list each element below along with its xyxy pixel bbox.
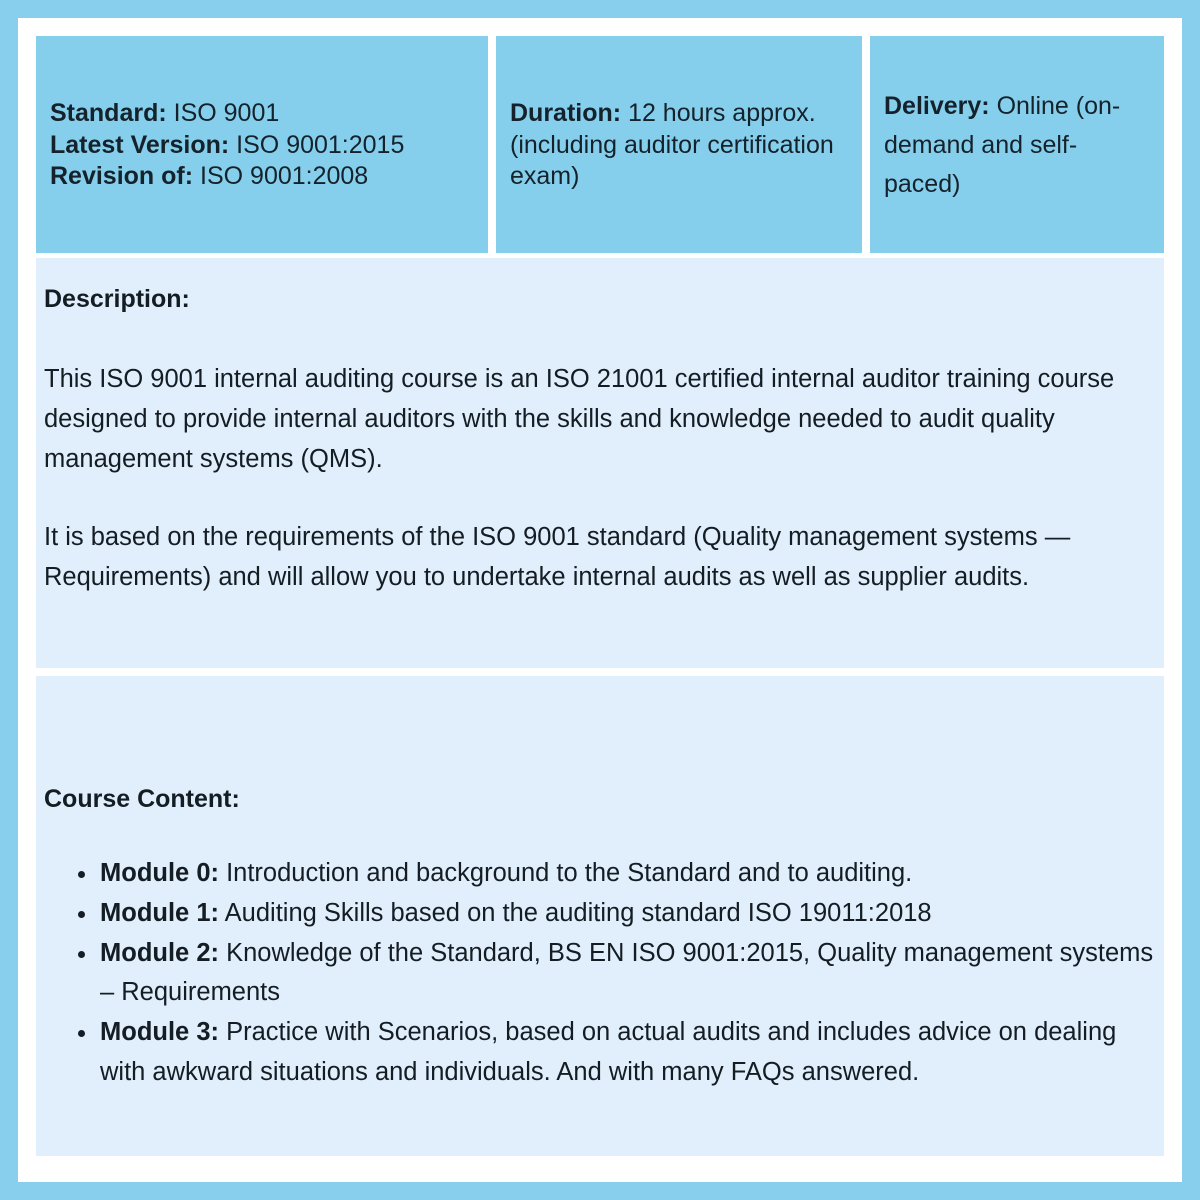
duration-label: Duration: [510,99,622,128]
delivery-label: Delivery: [884,92,990,120]
module-list [44,854,1156,1093]
list-item [44,1013,1156,1093]
latest-version-label: Latest Version: [50,130,230,159]
delivery-row [884,87,1150,204]
module-label: Module 2: [100,938,219,967]
list-item [44,854,1156,894]
duration-row [510,98,848,193]
bullet-icon [78,871,85,878]
course-content-heading: Course Content: [44,785,240,813]
standard-row [50,98,474,130]
module-text: Introduction and background to the Standard and to auditing. [219,859,913,887]
bullet-icon [78,911,85,918]
module-label: Module 3: [100,1018,219,1047]
duration-value: 12 hours approx. (including auditor certification exam) [510,99,834,191]
revision-of-value: ISO 9001:2008 [193,162,369,191]
delivery-value: Online (on-demand and self-paced) [884,92,1121,198]
description-paragraph-2: It is based on the requirements of the ISO 9001 standard (Quality management systems — Requirements) and will allow you to undertake internal audits as well as supplier audits. [44,523,1071,592]
standard-label: Standard: [50,99,167,128]
course-content-panel [36,676,1164,1156]
module-text: Auditing Skills based on the auditing standard ISO 19011:2018 [219,898,932,927]
description-panel [36,258,1164,668]
latest-version-value: ISO 9001:2015 [229,130,405,159]
list-item [44,934,1156,1014]
course-info-table [36,36,1164,1164]
revision-of-row [50,161,474,193]
standard-value: ISO 9001 [166,99,280,128]
description-paragraph-1: This ISO 9001 internal auditing course is an ISO 21001 certified internal auditor training course designed to provide internal auditors with the skills and knowledge needed to audit quality management systems (QMS). [44,365,1115,473]
module-text: Knowledge of the Standard, BS EN ISO 9001:2015, Quality management systems – Requirements [100,938,1154,1007]
duration-cell [496,36,862,253]
table-header-row [36,36,1164,253]
module-text: Practice with Scenarios, based on actual audits and includes advice on dealing with awkward situations and individuals. And with many FAQs answered. [100,1018,1117,1086]
list-item [44,894,1156,934]
module-label: Module 0: [100,859,219,887]
page-frame [18,18,1182,1182]
delivery-cell [870,36,1164,253]
bullet-icon [78,951,85,958]
bullet-icon [78,1030,85,1037]
standard-cell [36,36,488,253]
description-heading: Description: [44,285,190,313]
latest-version-row [50,130,474,162]
revision-of-label: Revision of: [50,162,194,191]
module-label: Module 1: [100,898,219,927]
